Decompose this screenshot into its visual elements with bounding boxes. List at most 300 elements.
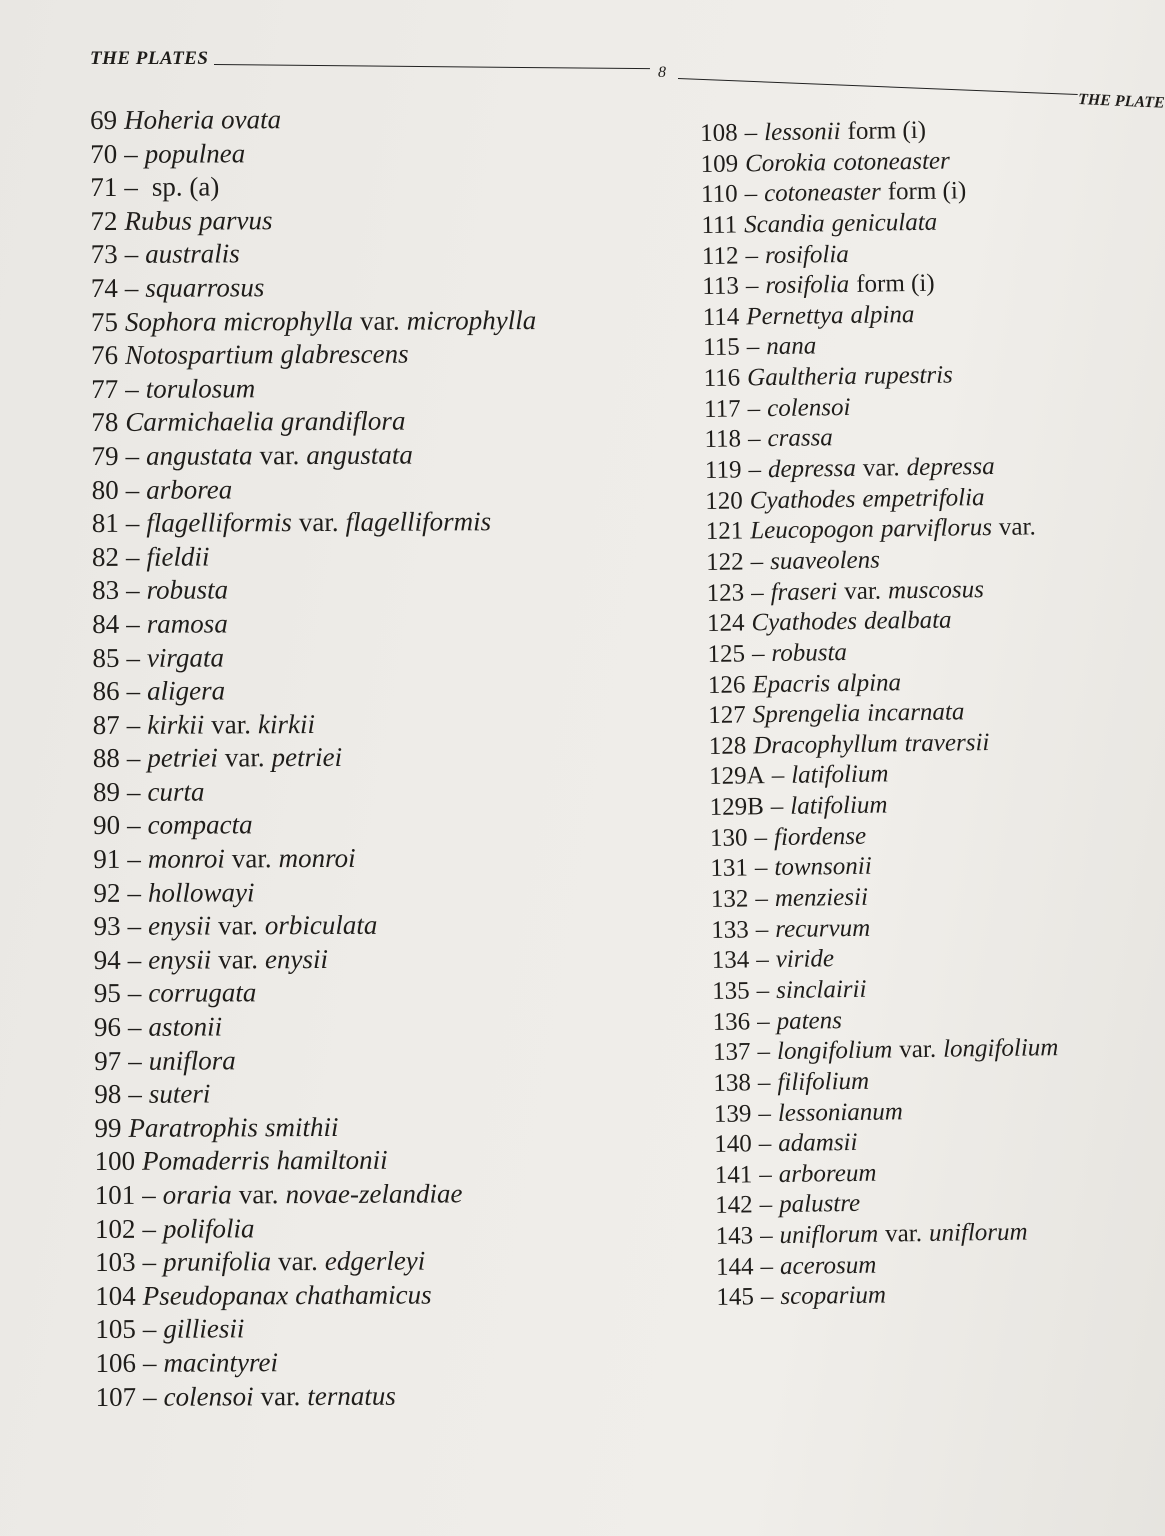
plate-sep: – [758,1099,772,1127]
plate-sep: – [747,394,761,423]
plate-qual: var. [885,1220,923,1248]
plate-entry [712,1004,1058,1039]
plate-species: longifolium [776,1036,893,1066]
plate-genus: Sophora [124,306,217,337]
plate-entry [706,544,1052,579]
plate-species: flagelliformis [146,507,292,538]
plate-genus: Paratrophis [128,1112,259,1143]
plate-qual: var. [218,910,258,941]
plate-species: curta [147,776,205,807]
plate-variety: depressa [906,452,995,482]
plate-entry [91,338,536,374]
plate-num: 87 [92,709,120,740]
plate-num: 88 [92,743,120,774]
plate-qual: var. [260,1380,301,1411]
plate-species: rosifolia [765,271,850,300]
plate-entry [711,912,1057,947]
plate-entry [709,728,1055,763]
plate-species: lessonii [763,118,841,147]
plate-qual: var. [224,742,265,773]
plate-entry [714,1096,1060,1131]
plate-genus: Gaultheria [746,362,858,392]
plate-entry [94,1077,539,1113]
plate-num: 91 [93,843,121,875]
plate-num: 105 [95,1314,136,1345]
plate-num: 127 [708,701,747,730]
plate-entry [714,1126,1060,1161]
plate-num: 126 [707,670,746,699]
plate-species: ovata [220,104,282,135]
plate-entry [704,391,1050,426]
plate-species: uniflora [148,1044,236,1076]
plate-num: 95 [93,978,121,1009]
plate-entry [710,850,1056,885]
plate-num: 78 [91,407,119,438]
plate-variety: angustata [306,439,413,470]
plate-genus: Corokia [744,148,827,178]
plate-num: 75 [90,306,119,337]
plate-species: polifolia [162,1212,255,1244]
plate-species: colensoi [163,1380,254,1412]
plate-entry [92,473,537,509]
plate-num: 69 [90,104,118,135]
plate-entry [95,1245,540,1281]
plate-variety: microphylla [406,304,537,336]
plate-entry [711,881,1057,916]
plate-sep: – [756,1007,770,1035]
plate-sep: – [746,333,760,361]
plate-variety: petriei [271,742,343,773]
plate-entry [94,1111,539,1147]
plate-qual: var. [998,513,1036,542]
plate-sep: – [759,1191,773,1219]
plate-num: 99 [94,1112,122,1143]
plate-species: parviflorus [880,514,993,543]
plate-species: prunifolia [162,1246,272,1277]
running-header-left: THE PLATES [90,48,209,69]
plate-species: angustata [145,440,253,471]
plate-num: 118 [704,425,742,454]
plate-species: uniflorum [779,1220,879,1250]
plate-sep: – [759,1160,772,1189]
plate-variety: monroi [278,842,356,874]
plate-num: 79 [91,440,119,471]
plate-num: 128 [708,732,747,760]
plate-qual: sp. (a) [151,171,220,202]
plate-species: ramosa [146,608,228,639]
plate-num: 89 [92,776,121,807]
plate-entry [91,439,536,475]
plate-entry [704,422,1050,457]
plate-species: robusta [146,574,229,606]
plate-qual: var. [359,305,400,336]
plate-num: 110 [700,180,738,209]
plates-list-left [90,103,541,1415]
plate-species: rosifolia [764,240,849,269]
plate-sep: – [126,642,140,673]
plate-num: 107 [95,1381,137,1412]
plate-species: empetrifolia [862,483,985,513]
plate-sep: – [125,373,139,404]
plate-num: 132 [710,885,749,913]
plate-qual: form (i) [847,116,927,145]
plate-sep: – [124,171,138,203]
plate-species: monroi [147,843,225,874]
plate-entry [95,1346,540,1382]
plate-sep: – [127,843,141,874]
plate-species: kirkii [147,709,205,740]
plate-entry [96,1380,541,1416]
plate-sep: – [756,946,769,974]
plate-genus: Carmichaelia [125,406,274,438]
plate-species: alpina [850,300,915,329]
plate-species: arboreum [778,1159,877,1188]
plate-species: cotoneaster [832,147,950,176]
plate-sep: – [760,1283,774,1311]
plate-entry [92,607,537,643]
plate-sep: – [747,425,761,453]
plate-sep: – [754,823,768,852]
plate-num: 120 [705,487,744,515]
plate-entry [94,943,539,979]
plate-sep: – [126,743,141,774]
plate-sep: – [142,1246,157,1277]
page-number: 8 [658,64,666,81]
plate-genus: Cyathodes [749,485,856,515]
plate-entry [712,973,1058,1008]
plate-entry [94,1010,539,1046]
plate-entry [93,708,538,744]
plate-entry [716,1279,1062,1314]
plate-sep: – [126,575,140,606]
plate-variety: longifolium [942,1034,1059,1063]
plate-entry [95,1212,540,1248]
plate-num: 140 [714,1130,752,1159]
plate-species: petriei [147,742,218,774]
plate-sep: – [143,1381,157,1412]
plate-qual: var. [862,454,900,482]
plate-num: 94 [93,944,121,975]
plate-sep: – [125,440,140,471]
plate-species: acerosum [779,1251,877,1280]
plate-num: 109 [700,150,739,178]
plate-entry [91,372,536,408]
plate-species: suteri [148,1078,211,1109]
plate-num: 111 [701,211,738,239]
plate-qual: var. [899,1036,937,1064]
plate-species: smithii [264,1111,339,1143]
plate-entry [701,176,1047,211]
plate-species: gilliesii [163,1313,245,1345]
plate-qual: var. [277,1246,318,1277]
plate-sep: – [127,810,141,841]
plate-sep: – [750,548,764,576]
plate-sep: – [770,792,784,821]
plate-sep: – [744,180,758,208]
plate-entry [95,1312,540,1348]
plate-entry [95,1279,540,1315]
plate-num: 129B [709,793,764,822]
plate-num: 142 [714,1191,753,1220]
plate-variety: orbiculata [264,910,378,941]
plate-species: viride [775,945,835,974]
plate-num: 86 [92,675,120,707]
plate-num: 92 [93,877,121,908]
plate-num: 84 [92,608,120,639]
plate-sep: – [759,1222,773,1250]
plate-species: astonii [148,1011,223,1042]
plate-sep: – [125,541,140,572]
plate-sep: – [771,762,785,790]
plate-num: 136 [712,1007,751,1036]
plate-num: 104 [95,1280,136,1311]
plate-num: 139 [713,1099,752,1128]
plate-species: hollowayi [147,876,255,908]
plate-num: 103 [94,1246,136,1278]
plate-species: parvus [198,204,273,236]
plate-num: 97 [94,1045,122,1076]
plate-entry [703,330,1049,365]
plate-qual: var. [259,440,300,471]
plate-num: 123 [706,579,745,607]
plate-species: colensoi [766,393,851,422]
plate-entry [713,1065,1059,1100]
plate-species: rupestris [863,361,953,390]
plate-entry [94,909,539,945]
header-rule-left [214,64,650,69]
plate-sep: – [751,640,765,668]
plate-genus: Pernettya [746,301,844,331]
plate-species: latifolium [791,760,889,790]
plate-sep: – [754,854,768,882]
plate-sep: – [124,239,139,270]
plate-species: chathamicus [295,1279,432,1310]
plate-sep: – [126,709,141,740]
plate-entry [715,1157,1061,1192]
plate-variety: kirkii [257,708,315,739]
plate-species: recurvum [775,914,871,943]
plate-num: 102 [94,1213,136,1244]
plate-sep: – [127,911,142,942]
plate-entry [707,605,1053,640]
plate-entry [95,1144,540,1180]
plate-num: 125 [707,640,746,668]
plate-entry [90,137,535,173]
plate-qual: var. [844,577,882,605]
plate-species: suaveolens [769,546,881,576]
plate-num: 144 [715,1253,754,1281]
plate-species: alpina [836,668,902,697]
plate-species: latifolium [790,791,888,820]
plate-num: 108 [700,119,738,147]
plate-genus: Cyathodes [751,608,858,637]
plate-entry [93,741,538,777]
plate-sep: – [126,608,140,639]
header-rule-right [678,78,1078,95]
plate-species: depressa [767,454,857,484]
plate-num: 106 [95,1347,137,1378]
plate-num: 83 [92,575,120,606]
plate-species: grandiflora [280,405,406,437]
plate-sep: – [125,474,140,505]
plate-num: 80 [91,474,119,505]
plate-num: 81 [91,508,119,539]
plate-sep: – [745,272,759,300]
plate-species: menziesii [774,883,869,913]
plate-num: 116 [703,364,741,393]
plate-entry [700,146,1046,181]
plate-entry [706,513,1052,548]
plate-species: torulosum [145,373,256,404]
plate-variety: ternatus [307,1380,396,1411]
plate-sep: – [142,1213,156,1244]
plate-entry [702,268,1048,303]
plate-entry [706,575,1052,610]
plate-qual: var. [238,1179,279,1210]
plate-species: patens [776,1006,843,1035]
plate-num: 135 [711,977,750,1005]
plate-species: enysii [148,944,212,975]
plate-num: 112 [701,242,739,270]
plate-sep: – [126,776,141,807]
plate-num: 90 [93,810,121,841]
plate-sep: – [750,578,764,606]
plate-species: oraria [162,1179,232,1210]
plate-variety: muscosus [887,575,985,605]
plate-num: 113 [702,272,740,301]
plate-num: 74 [90,272,118,303]
plate-entry [93,775,538,811]
plate-species: nana [766,332,817,361]
plate-num: 73 [90,239,118,270]
plate-num: 138 [713,1069,752,1097]
plate-species: robusta [771,638,848,667]
plate-entry [92,506,537,542]
plate-species: townsonii [774,853,872,882]
plate-qual: var. [231,843,272,874]
plate-qual: var. [211,708,252,740]
plate-variety: novae-zelandiae [285,1178,463,1210]
plate-entry [705,452,1051,487]
plate-num: 141 [714,1161,753,1189]
plate-entry [702,238,1048,273]
plate-num: 137 [712,1038,751,1067]
plate-num: 96 [93,1011,122,1043]
plate-sep: – [744,119,758,147]
plate-genus: Notospartium [125,339,274,371]
plate-num: 70 [90,138,118,169]
plate-qual: form (i) [856,269,935,299]
plate-species: adamsii [778,1129,858,1158]
plate-num: 100 [94,1146,136,1177]
plate-sep: – [745,241,759,269]
plate-num: 76 [91,340,119,371]
plate-sep: – [748,456,762,484]
plate-entry [93,876,538,912]
plate-genus: Leucopogon [750,515,875,545]
plate-species: fiordense [773,822,867,851]
plate-genus: Pseudopanax [142,1279,289,1311]
plate-entry [709,789,1055,824]
plate-entry [94,1044,539,1080]
plate-sep: – [125,507,140,538]
plate-species: corrugata [148,977,257,1009]
plate-species: populnea [144,137,246,169]
plate-num: 85 [92,642,120,673]
plate-entry [90,204,535,240]
plate-num: 143 [715,1222,754,1250]
plate-num: 101 [94,1179,136,1210]
plate-sep: – [124,138,138,169]
plate-num: 114 [702,303,740,331]
plate-variety: flagelliformis [345,506,492,538]
plate-entry [708,697,1054,732]
plate-num: 71 [90,172,118,203]
plate-genus: Dracophyllum [753,730,898,760]
plate-species: arborea [146,473,233,505]
plate-sep: – [142,1179,156,1210]
plate-entry [91,405,536,441]
plate-entry [700,115,1046,150]
plate-num: 98 [94,1079,122,1110]
plate-entry [91,305,536,341]
running-header-right: THE PLATE [1077,91,1165,112]
plate-entry [709,759,1055,794]
plate-variety: edgerleyi [324,1245,426,1277]
plate-sep: – [128,1045,142,1076]
plate-genus: Sprengelia [752,699,861,729]
plate-num: 122 [705,548,744,576]
plate-variety: uniflorum [928,1218,1028,1247]
plate-entry [95,1178,540,1214]
plate-num: 124 [706,609,745,638]
plate-sep: – [755,885,769,913]
plate-num: 82 [91,541,120,572]
plate-species: dealbata [863,606,952,636]
plate-entry [93,809,538,845]
plate-num: 77 [91,373,119,404]
plate-species: sinclairii [775,975,867,1004]
plate-entry [715,1187,1061,1222]
plate-num: 129A [708,762,765,791]
plate-species: compacta [147,809,253,841]
plate-entry [92,573,537,609]
plate-qual: var. [298,507,339,538]
plate-entry [92,540,537,576]
plate-entry [715,1218,1061,1253]
plate-species: australis [145,238,240,270]
plate-sep: – [755,915,769,943]
plate-num: 131 [710,854,749,883]
plate-species: microphylla [223,305,354,336]
plate-entry [90,170,535,206]
plate-species: hamiltonii [276,1145,388,1176]
plate-species: enysii [148,910,212,942]
plate-entry [703,299,1049,334]
plate-species: macintyrei [163,1347,279,1378]
plate-num: 119 [704,456,742,485]
plate-sep: – [757,1038,771,1066]
plate-species: fieldii [146,541,210,572]
plate-entry [713,1034,1059,1069]
plate-species: lessonianum [777,1097,904,1127]
plate-num: 93 [93,911,121,942]
plate-species: glabrescens [280,338,409,370]
plate-sep: – [142,1347,157,1378]
plate-sep: – [128,1079,142,1110]
plate-entry [91,271,536,307]
plate-genus: Epacris [752,669,831,698]
